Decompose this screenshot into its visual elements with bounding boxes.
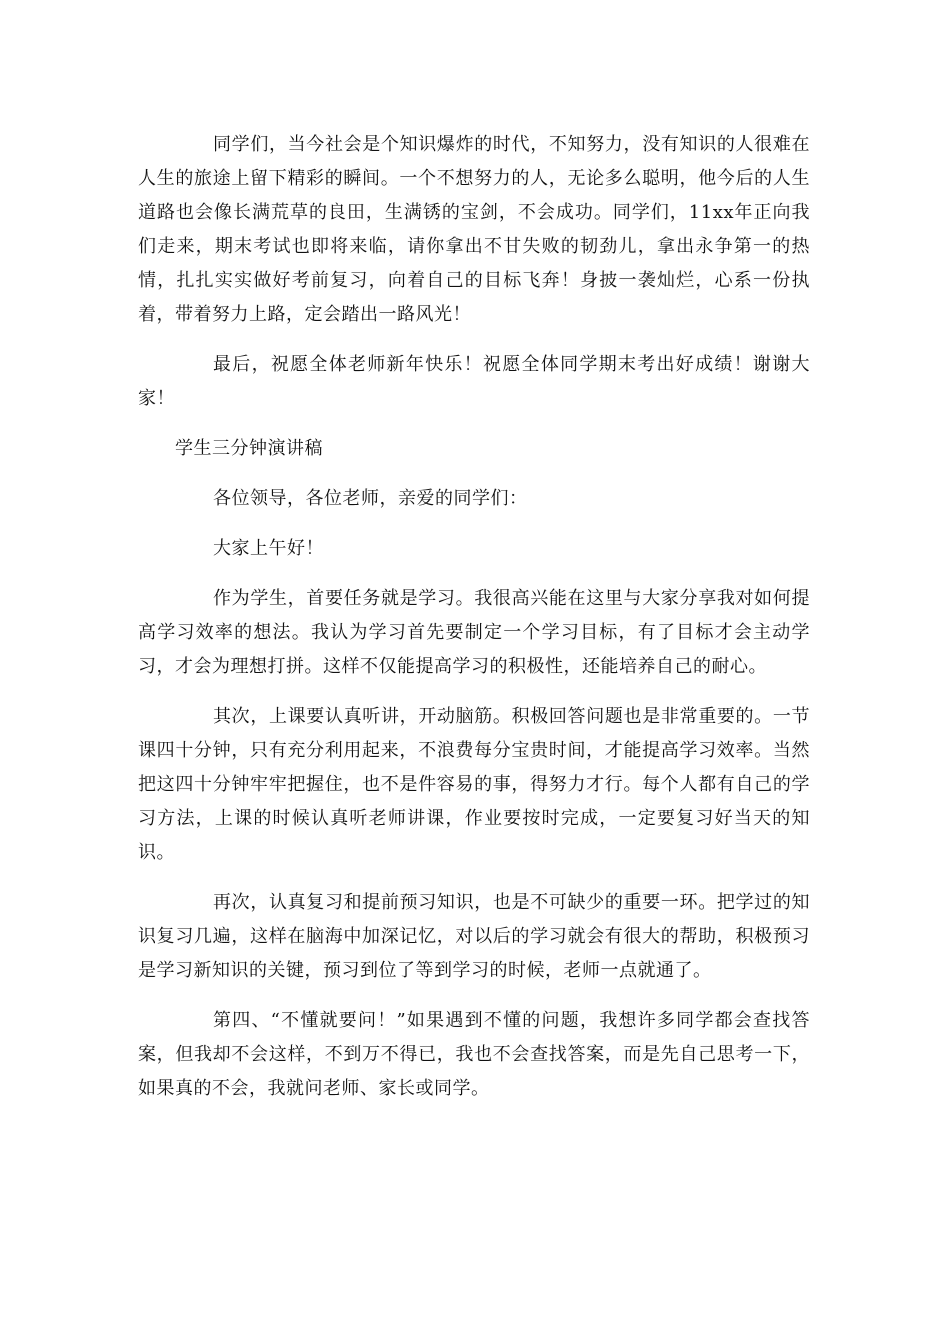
paragraph-learning-goal: 作为学生，首要任务就是学习。我很高兴能在这里与大家分享我对如何提高学习效率的想法。我认为学习首先要制定一个学习目标，有了目标才会主动学习，才会为理想打拼。这样不仅能提高学习的积极性，还能培养自己的耐心。 bbox=[138, 588, 810, 677]
paragraph-ask-questions: 第四、“不懂就要问！”如果遇到不懂的问题，我想许多同学都会查找答案，但我却不会这样，不到万不得已，我也不会查找答案，而是先自己思考一下，如果真的不会，我就问老师、家长或同学。 bbox=[138, 1010, 810, 1099]
speech-title: 学生三分钟演讲稿 bbox=[175, 438, 323, 459]
paragraph-exam-encouragement: 同学们，当今社会是个知识爆炸的时代，不知努力，没有知识的人很难在人生的旅途上留下精彩的瞬间。一个不想努力的人，无论多么聪明，他今后的人生道路也会像长满荒草的良田，生满锈的宝剑，不会成功。同学们，11xx年正向我们走来，期末考试也即将来临，请你拿出不甘失败的韧劲儿，拿出永争第一的热情，扎扎实实做好考前复习，向着自己的目标飞奔！身披一袭灿烂，心系一份执着，带着努力上路，定会踏出一路风光！ bbox=[138, 134, 810, 325]
document-content bbox=[138, 128, 810, 1122]
paragraph-salutation: 各位领导，各位老师，亲爱的同学们： bbox=[213, 488, 528, 509]
paragraph-review-preview: 再次，认真复习和提前预习知识，也是不可缺少的重要一环。把学过的知识复习几遍，这样在脑海中加深记忆，对以后的学习就会有很大的帮助，积极预习是学习新知识的关键，预习到位了等到学习的时候，老师一点就通了。 bbox=[138, 892, 810, 981]
paragraph-closing-wishes: 最后，祝愿全体老师新年快乐！祝愿全体同学期末考出好成绩！谢谢大家！ bbox=[138, 354, 810, 409]
paragraph-greeting: 大家上午好！ bbox=[213, 538, 324, 559]
paragraph-class-attention: 其次，上课要认真听讲，开动脑筋。积极回答问题也是非常重要的。一节课四十分钟，只有充分利用起来，不浪费每分宝贵时间，才能提高学习效率。当然把这四十分钟牢牢把握住，也不是件容易的事，得努力才行。每个人都有自己的学习方法，上课的时候认真听老师讲课，作业要按时完成，一定要复习好当天的知识。 bbox=[138, 706, 810, 863]
